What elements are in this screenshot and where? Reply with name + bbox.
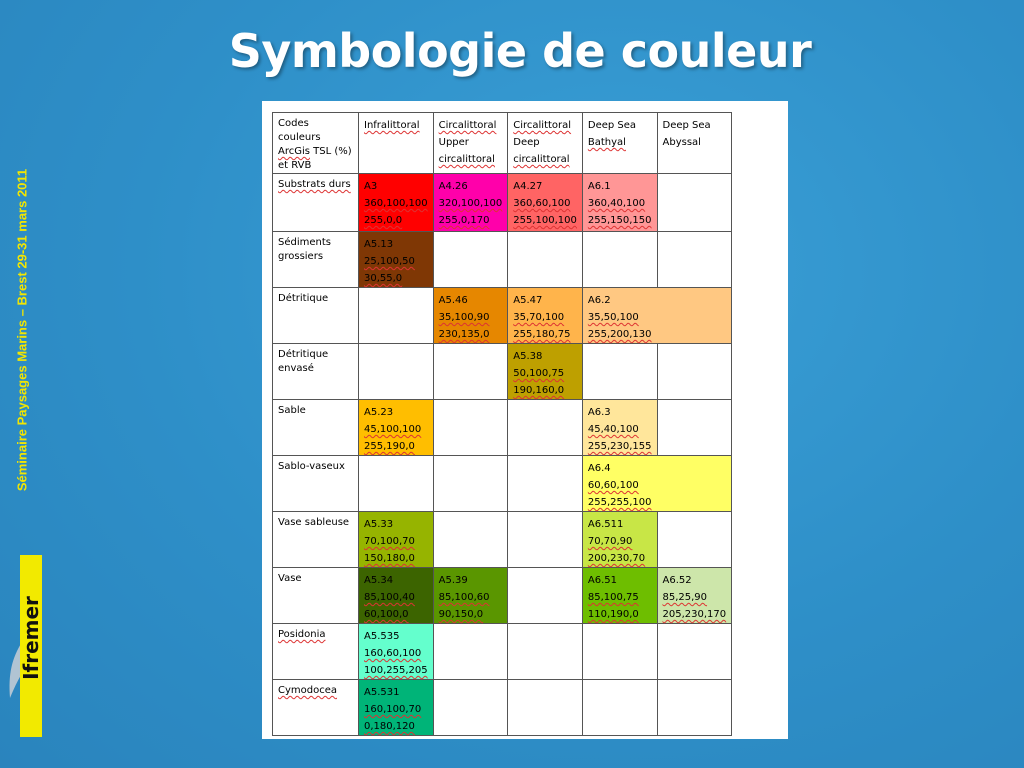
header-zone-line: Infralittoral [364, 120, 420, 131]
empty-cell [582, 624, 657, 680]
swatch-code: A6.1 [587, 181, 611, 192]
header-zone-cell [359, 113, 434, 174]
color-swatch-cell [508, 344, 583, 400]
color-swatch-cell [359, 232, 434, 288]
row-label-cell [273, 288, 359, 344]
swatch-tsl: 35,100,90 [438, 312, 490, 323]
swatch-tsl: 45,100,100 [364, 424, 422, 435]
color-code-table-body [273, 113, 732, 736]
color-code-document [262, 101, 788, 739]
swatch-rvb: 230,135,0 [438, 329, 490, 340]
swatch-rvb: 60,100,0 [364, 609, 409, 620]
color-code-table [272, 112, 732, 736]
swatch-rvb: 90,150,0 [438, 609, 484, 620]
row-label-line: Vase [278, 573, 302, 584]
swatch-code: A3 [364, 181, 378, 192]
header-zone-line: Circalittoral [513, 120, 572, 131]
color-swatch-cell [582, 174, 657, 232]
row-label-line: Détritique [278, 349, 329, 360]
swatch-tsl: 85,25,90 [662, 592, 708, 603]
swatch-rvb: 100,255,205 [364, 665, 428, 676]
empty-cell [359, 288, 434, 344]
empty-cell [433, 344, 508, 400]
table-row [273, 344, 732, 400]
row-label-cell [273, 400, 359, 456]
row-label-cell [273, 680, 359, 736]
swatch-code: A4.27 [513, 181, 543, 192]
row-label-line: Détritique [278, 293, 329, 304]
empty-cell [657, 174, 732, 232]
empty-cell [508, 680, 583, 736]
header-zone-cell [508, 113, 583, 174]
header-zone-cell [433, 113, 508, 174]
table-row [273, 174, 732, 232]
row-label-cell [273, 232, 359, 288]
header-zone-line: Upper [438, 137, 469, 148]
swatch-code: A5.39 [438, 575, 468, 586]
swatch-tsl: 160,100,70 [364, 704, 422, 715]
empty-cell [508, 232, 583, 288]
header-corner-line: Codes couleurs [278, 118, 321, 143]
swatch-code: A5.535 [364, 631, 400, 642]
color-swatch-cell [582, 512, 657, 568]
swatch-code: A6.511 [587, 519, 624, 530]
empty-cell [433, 680, 508, 736]
color-swatch-cell [657, 568, 732, 624]
seminar-sidebar-text: Séminaire Paysages Marins – Brest 29-31 mars 2011 [14, 168, 30, 492]
empty-cell [508, 400, 583, 456]
header-zone-line: circalittoral [438, 154, 495, 165]
empty-cell [508, 456, 583, 512]
swatch-code: A6.52 [662, 575, 692, 586]
swatch-rvb: 205,230,170 [662, 609, 727, 620]
swatch-rvb: 255,0,170 [438, 215, 490, 226]
swatch-rvb: 255,190,0 [364, 441, 415, 452]
empty-cell [508, 568, 583, 624]
header-zone-cell [657, 113, 732, 174]
swatch-code: A4.26 [438, 181, 468, 192]
empty-cell [508, 512, 583, 568]
swatch-tsl: 70,100,70 [364, 536, 415, 547]
table-row [273, 400, 732, 456]
swatch-rvb: 190,160,0 [513, 385, 565, 396]
swatch-tsl: 60,60,100 [587, 480, 639, 491]
empty-cell [657, 512, 732, 568]
table-row [273, 456, 732, 512]
color-swatch-cell [359, 624, 434, 680]
swatch-tsl: 25,100,50 [364, 256, 415, 267]
swatch-rvb: 255,0,0 [364, 215, 403, 226]
swatch-rvb: 30,55,0 [364, 273, 403, 284]
table-row [273, 624, 732, 680]
swatch-tsl: 160,60,100 [364, 648, 422, 659]
color-swatch-cell [582, 456, 731, 512]
row-label-cell [273, 568, 359, 624]
ifremer-logo-text: Ifremer [19, 596, 43, 680]
empty-cell [433, 232, 508, 288]
table-header-row [273, 113, 732, 174]
color-swatch-cell [359, 174, 434, 232]
header-zone-line: Bathyal [587, 137, 626, 148]
swatch-code: A6.2 [587, 295, 611, 306]
swatch-rvb: 0,180,120 [364, 721, 415, 732]
swatch-code: A6.51 [587, 575, 617, 586]
row-label-cell [273, 174, 359, 232]
empty-cell [657, 680, 732, 736]
swatch-code: A5.13 [364, 239, 394, 250]
color-swatch-cell [582, 288, 731, 344]
row-label-cell [273, 344, 359, 400]
swatch-rvb: 255,230,155 [587, 441, 652, 452]
row-label-line: Posidonia [278, 629, 326, 640]
color-swatch-cell [359, 568, 434, 624]
swatch-code: A5.531 [364, 687, 400, 698]
table-row [273, 232, 732, 288]
swatch-rvb: 255,255,100 [587, 497, 652, 508]
header-zone-line: Deep Sea [587, 120, 637, 131]
color-swatch-cell [359, 512, 434, 568]
table-row [273, 680, 732, 736]
header-corner-line: et RVB [278, 160, 312, 171]
empty-cell [582, 344, 657, 400]
empty-cell [657, 400, 732, 456]
header-corner-cell [273, 113, 359, 174]
empty-cell [582, 680, 657, 736]
row-label-line: Sédiments [278, 237, 331, 248]
row-label-line: envasé [278, 363, 314, 374]
swatch-tsl: 85,100,40 [364, 592, 415, 603]
row-label-line: Sablo-vaseux [278, 461, 345, 472]
table-row [273, 568, 732, 624]
swatch-tsl: 35,50,100 [587, 312, 639, 323]
row-label-line: grossiers [278, 251, 324, 262]
slide-title: Symbologie de couleur [228, 24, 812, 78]
swatch-code: A6.3 [587, 407, 611, 418]
swatch-code: A5.33 [364, 519, 394, 530]
color-swatch-cell [359, 400, 434, 456]
color-swatch-cell [433, 174, 508, 232]
header-zone-cell [582, 113, 657, 174]
swatch-tsl: 360,60,100 [513, 198, 571, 209]
swatch-rvb: 255,150,150 [587, 215, 652, 226]
swatch-tsl: 85,100,60 [438, 592, 490, 603]
header-zone-line: Deep Sea [662, 120, 711, 131]
empty-cell [433, 400, 508, 456]
swatch-rvb: 200,230,70 [587, 553, 646, 564]
row-label-line: Cymodocea [278, 685, 338, 696]
swatch-tsl: 70,70,90 [587, 536, 633, 547]
empty-cell [359, 456, 434, 512]
swatch-tsl: 35,70,100 [513, 312, 565, 323]
empty-cell [657, 232, 732, 288]
swatch-code: A5.47 [513, 295, 543, 306]
swatch-tsl: 320,100,100 [438, 198, 503, 209]
swatch-tsl: 85,100,75 [587, 592, 639, 603]
color-swatch-cell [508, 174, 583, 232]
swatch-rvb: 255,100,100 [513, 215, 577, 226]
row-label-cell [273, 456, 359, 512]
color-swatch-cell [433, 288, 508, 344]
header-zone-line: circalittoral [513, 154, 570, 165]
row-label-line: Sable [278, 405, 306, 416]
header-zone-line: Circalittoral [438, 120, 497, 131]
color-swatch-cell [582, 400, 657, 456]
empty-cell [657, 624, 732, 680]
header-zone-line: Deep [513, 137, 540, 148]
swatch-code: A5.23 [364, 407, 394, 418]
swatch-tsl: 360,100,100 [364, 198, 428, 209]
empty-cell [508, 624, 583, 680]
empty-cell [433, 512, 508, 568]
swatch-rvb: 255,180,75 [513, 329, 571, 340]
swatch-code: A5.38 [513, 351, 543, 362]
color-swatch-cell [433, 568, 508, 624]
row-label-cell [273, 512, 359, 568]
swatch-code: A6.4 [587, 463, 611, 474]
empty-cell [433, 456, 508, 512]
empty-cell [582, 232, 657, 288]
table-row [273, 512, 732, 568]
swatch-code: A5.46 [438, 295, 468, 306]
swatch-rvb: 255,200,130 [587, 329, 652, 340]
header-corner-line: ArcGis TSL (%) [278, 146, 352, 157]
empty-cell [433, 624, 508, 680]
header-zone-line: Abyssal [662, 137, 701, 148]
color-swatch-cell [582, 568, 657, 624]
swatch-tsl: 360,40,100 [587, 198, 646, 209]
row-label-cell [273, 624, 359, 680]
swatch-rvb: 110,190,0 [587, 609, 639, 620]
empty-cell [657, 344, 732, 400]
swatch-tsl: 50,100,75 [513, 368, 565, 379]
empty-cell [359, 344, 434, 400]
swatch-rvb: 150,180,0 [364, 553, 415, 564]
row-label-line: Substrats durs [278, 179, 351, 190]
swatch-code: A5.34 [364, 575, 394, 586]
row-label-line: Vase sableuse [278, 517, 350, 528]
swatch-tsl: 45,40,100 [587, 424, 639, 435]
table-row [273, 288, 732, 344]
color-swatch-cell [359, 680, 434, 736]
color-swatch-cell [508, 288, 583, 344]
